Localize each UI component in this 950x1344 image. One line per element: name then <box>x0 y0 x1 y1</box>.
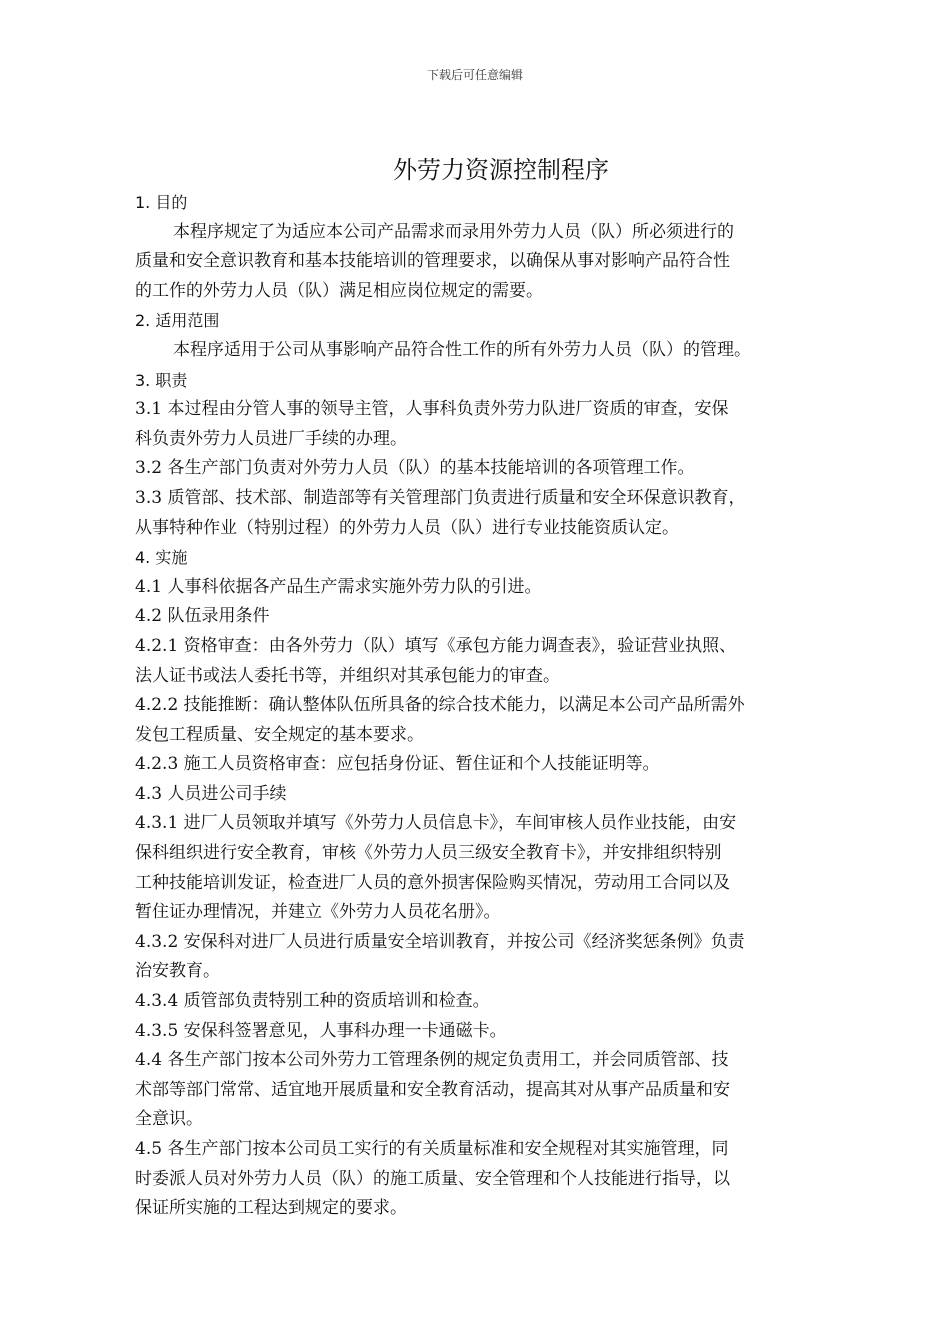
section-heading: 2. 适用范围 <box>135 311 220 331</box>
paragraph-line: 的工作的外劳力人员（队）满足相应岗位规定的需要。 <box>135 280 543 301</box>
paragraph-line: 4.2.3 施工人员资格审查：应包括身份证、暂住证和个人技能证明等。 <box>135 754 660 775</box>
section-heading: 3. 职责 <box>135 370 188 390</box>
paragraph-line: 治安教育。 <box>135 961 220 982</box>
paragraph-line: 质量和安全意识教育和基本技能培训的管理要求，以确保从事对影响产品符合性 <box>135 251 730 272</box>
paragraph-line: 时委派人员对外劳力人员（队）的施工质量、安全管理和个人技能进行指导，以 <box>135 1168 730 1189</box>
paragraph-line: 3.3 质管部、技术部、制造部等有关管理部门负责进行质量和安全环保意识教育， <box>135 487 746 508</box>
paragraph-line: 本程序规定了为适应本公司产品需求而录用外劳力人员（队）所必须进行的 <box>173 221 734 242</box>
paragraph-line: 4.2.2 技能推断：确认整体队伍所具备的综合技术能力，以满足本公司产品所需外 <box>135 695 745 716</box>
paragraph-line: 4.4 各生产部门按本公司外劳力工管理条例的规定负责用工，并会同质管部、技 <box>135 1050 729 1071</box>
paragraph-line: 法人证书或法人委托书等，并组织对其承包能力的审查。 <box>135 665 560 686</box>
paragraph-line: 暂住证办理情况，并建立《外劳力人员花名册》。 <box>135 902 501 923</box>
paragraph-line: 4.3 人员进公司手续 <box>135 783 287 804</box>
paragraph-line: 保科组织进行安全教育，审核《外劳力人员三级安全教育卡》，并安排组织特别 <box>135 843 722 864</box>
paragraph-line: 3.2 各生产部门负责对外劳力人员（队）的基本技能培训的各项管理工作。 <box>135 458 695 479</box>
paragraph-line: 全意识。 <box>135 1109 203 1130</box>
paragraph-line: 工种技能培训发证，检查进厂人员的意外损害保险购买情况，劳动用工合同以及 <box>135 872 730 893</box>
paragraph-line: 4.3.1 进厂人员领取并填写《外劳力人员信息卡》，车间审核人员作业技能，由安 <box>135 813 737 834</box>
paragraph-line: 本程序适用于公司从事影响产品符合性工作的所有外劳力人员（队）的管理。 <box>173 339 751 360</box>
paragraph-line: 术部等部门常常、适宜地开展质量和安全教育活动，提高其对从事产品质量和安 <box>135 1079 730 1100</box>
paragraph-line: 4.3.4 质管部负责特别工种的资质培训和检查。 <box>135 991 490 1012</box>
section-heading: 1. 目的 <box>135 193 188 212</box>
document-body <box>135 188 825 1224</box>
paragraph-line: 3.1 本过程由分管人事的领导主管，人事科负责外劳力队进厂资质的审查，安保 <box>135 399 729 420</box>
document-title: 外劳力资源控制程序 <box>393 156 609 184</box>
paragraph-line: 发包工程质量、安全规定的基本要求。 <box>135 724 424 745</box>
section-heading: 4. 实施 <box>135 548 188 568</box>
header-note: 下载后可任意编辑 <box>426 68 523 82</box>
paragraph-line: 从事特种作业（特别过程）的外劳力人员（队）进行专业技能资质认定。 <box>135 517 679 538</box>
paragraph-line: 4.1 人事科依据各产品生产需求实施外劳力队的引进。 <box>135 576 542 597</box>
paragraph-line: 4.2.1 资格审查：由各外劳力（队）填写《承包方能力调查表》，验证营业执照、 <box>135 635 737 656</box>
paragraph-line: 4.3.5 安保科签署意见，人事科办理一卡通磁卡。 <box>135 1020 507 1041</box>
paragraph-line: 4.5 各生产部门按本公司员工实行的有关质量标准和安全规程对其实施管理，同 <box>135 1139 729 1159</box>
paragraph-line: 保证所实施的工程达到规定的要求。 <box>135 1198 407 1219</box>
paragraph-line: 科负责外劳力人员进厂手续的办理。 <box>135 428 407 449</box>
paragraph-line: 4.3.2 安保科对进厂人员进行质量安全培训教育，并按公司《经济奖惩条例》负责 <box>135 931 745 952</box>
paragraph-line: 4.2 队伍录用条件 <box>135 606 270 627</box>
